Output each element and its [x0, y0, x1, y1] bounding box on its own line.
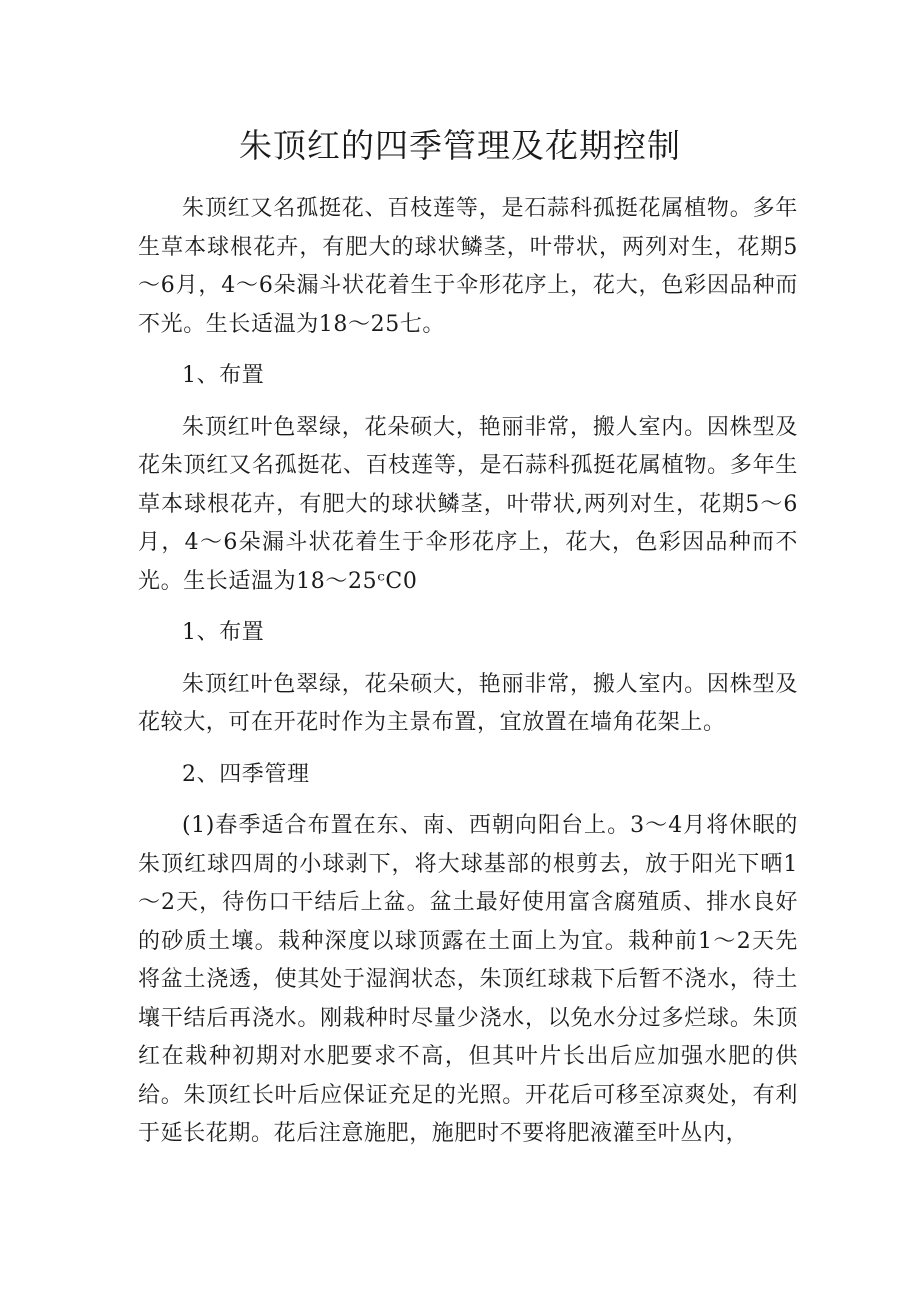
document-body: [138, 190, 798, 1167]
paragraph-layout-a: 朱顶红叶色翠绿，花朵硕大，艳丽非常，搬人室内。因株型及花朱顶红又名孤挺花、百枝莲等，是石蒜科孤挺花属植物。多年生草本球根花卉，有肥大的球状鳞茎，叶带状,两列对生，花期5～6月，4～6朵漏斗状花着生于伞形花序上，花大，色彩因品种而不光。生长适温为18～25ᶜC0: [138, 414, 798, 594]
paragraph-spring: (1)春季适合布置在东、南、西朝向阳台上。3～4月将休眠的朱顶红球四周的小球剥下，将大球基部的根剪去，放于阳光下晒1～2天，待伤口干结后上盆。盆土最好使用富含腐殖质、排水良好的砂质土壤。栽种深度以球顶露在土面上为宜。栽种前1～2天先将盆土浇透，使其处于湿润状态，朱顶红球栽下后暂不浇水，待土壤干结后再浇水。刚栽种时尽量少浇水，以免水分过多烂球。朱顶红在栽种初期对水肥要求不高，但其叶片长出后应加强水肥的供给。朱顶红长叶后应保证充足的光照。开花后可移至凉爽处，有利于延长花期。花后注意施肥，施肥时不要将肥液灌至叶丛内，: [138, 813, 798, 1146]
section-heading-layout-repeat: 1、布置: [182, 620, 265, 645]
document-title: 朱顶红的四季管理及花期控制: [239, 126, 681, 165]
paragraph-intro: 朱顶红又名孤挺花、百枝莲等，是石蒜科孤挺花属植物。多年生草本球根花卉，有肥大的球状鳞茎，叶带状，两列对生，花期5～6月，4～6朵漏斗状花着生于伞形花序上，花大，色彩因品种而不光。生长适温为18～25七。: [138, 196, 798, 337]
section-heading-layout: 1、布置: [182, 363, 265, 388]
section-heading-seasons: 2、四季管理: [182, 761, 310, 787]
paragraph-layout-b: 朱顶红叶色翠绿，花朵硕大，艳丽非常，搬人室内。因株型及花较大，可在开花时作为主景布置，宜放置在墙角花架上。: [138, 671, 798, 735]
